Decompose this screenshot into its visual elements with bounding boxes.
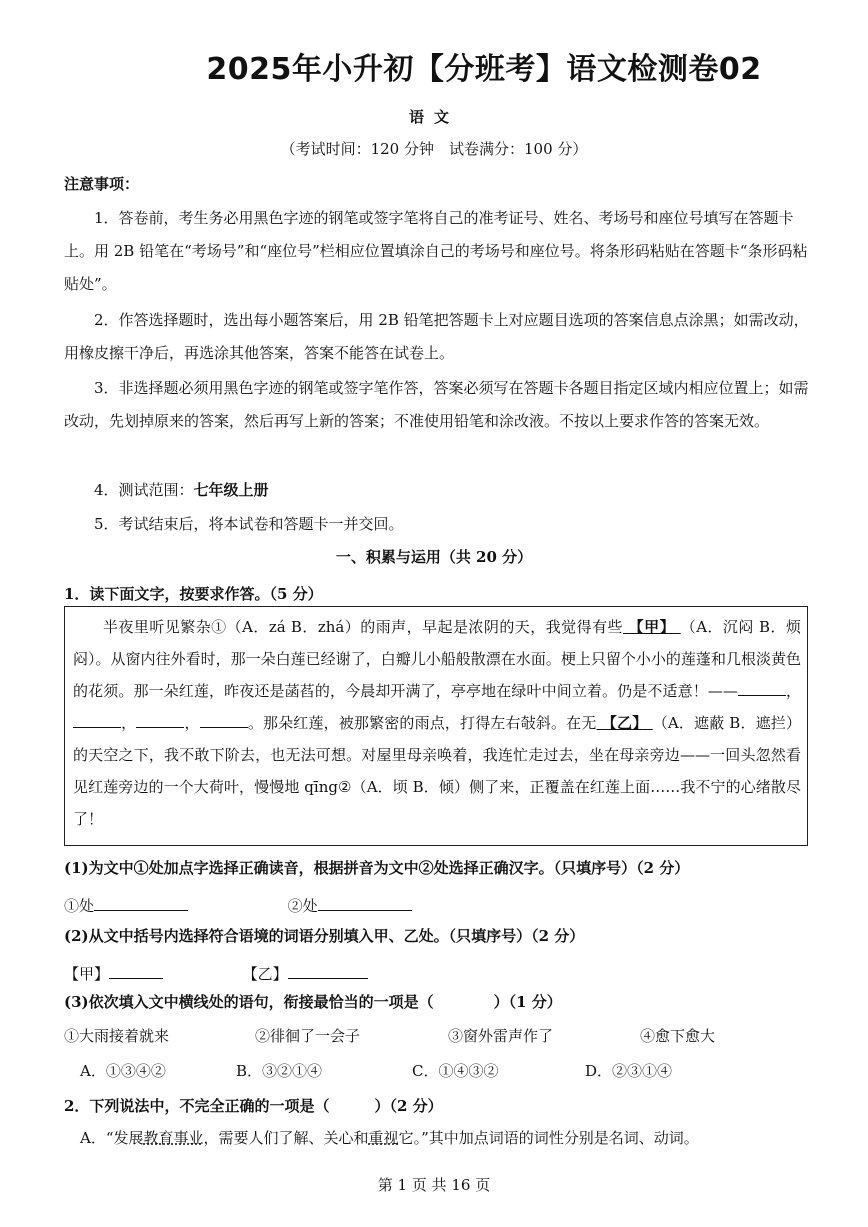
q2-a-dotted-word: 教育事业 <box>143 1129 204 1147</box>
test-scope: 七年级上册 <box>193 481 269 499</box>
passage-part-2: （A．沉闷 B．烦闷）。从窗内往外看时，那一朵白莲已经谢了，白瓣儿小船般散漂在水面。梗上只留个小小的莲蓬和几根淡黄色的花须。那一朵红莲，昨夜还是菡萏的，今晨却开满了，亭亭地在绿叶中间立着。仍是不适意！—— <box>73 618 801 700</box>
answer-label-2: ②处 <box>287 897 318 915</box>
note-item-2: 2．作答选择题时，选出每小题答案后，用 2B 铅笔把答题卡上对应题目选项的答案信息点涂黑；如需改动，用橡皮擦干净后，再选涂其他答案，答案不能答在试卷上。 <box>64 311 809 362</box>
blank-yi <box>596 714 652 732</box>
note-item-5: 5．考试结束后，将本试卷和答题卡一并交回。 <box>94 515 404 533</box>
q2-option-a[interactable] <box>80 1126 699 1150</box>
answer-blank-2[interactable] <box>318 890 412 911</box>
q1-sub1-answers <box>64 890 412 918</box>
q2-stem: 2．下列说法中，不完全正确的一项是（ ）（2 分） <box>64 1097 443 1115</box>
answer-label-yi: 【乙】 <box>242 965 288 983</box>
sep-2: ， <box>121 714 137 732</box>
section-title: 一、积累与运用（共 20 分） <box>335 548 533 566</box>
q1-sub1: (1)为文中①处加点字选择正确读音，根据拼音为文中②处选择正确汉字。（只填序号）（2 分） <box>64 859 690 877</box>
q2-a-pre: A．“发展 <box>80 1129 144 1147</box>
answer-blank-jia[interactable] <box>109 958 163 979</box>
note-item-1: 1．答卷前，考生务必用黑色字迹的钢笔或签字笔将自己的准考证号、姓名、考场号和座位号填写在答题卡上。用 2B 铅笔在“考场号”和“座位号”栏相应位置填涂自己的考场号和座位号。将条形码粘贴在答题卡“条形码粘贴处”。 <box>64 209 808 293</box>
sep-1: ， <box>785 682 801 700</box>
answer-blank-1[interactable] <box>94 890 188 911</box>
answer-label-1: ①处 <box>64 897 95 915</box>
fill-blank-4[interactable] <box>200 707 248 728</box>
reading-passage <box>64 606 808 846</box>
sentence-3: ③窗外雷声作了 <box>448 1027 554 1045</box>
note-item-4-prefix: 4．测试范围： <box>94 481 194 499</box>
q2-a-post: 它。”其中加点词语的词性分别是名词、动词。 <box>398 1129 699 1147</box>
choice-b[interactable]: B．③②①④ <box>236 1062 323 1080</box>
passage-part-3: 。那朵红莲，被那繁密的雨点，打得左右敧斜。在无 <box>247 714 597 732</box>
blank-yi-label: 【乙】 <box>601 714 648 732</box>
answer-blank-yi[interactable] <box>288 958 368 979</box>
q1-sub3: (3)依次填入文中横线处的语句，衔接最恰当的一项是（ ）（1 分） <box>64 993 562 1011</box>
answer-label-jia: 【甲】 <box>64 965 110 983</box>
exam-title: 2025年小升初【分班考】语文检测卷02 <box>206 52 762 87</box>
note-item-3: 3．非选择题必须用黑色字迹的钢笔或签字笔作答，答案必须写在答题卡各题目指定区域内相应位置上；如需改动，先划掉原来的答案，然后再写上新的答案；不准使用铅笔和涂改液。不按以上要求作答的答案无效。 <box>64 379 809 430</box>
note-item-4 <box>64 474 810 507</box>
page-number: 第 1 页 共 16 页 <box>377 1176 491 1194</box>
passage-part-1: 半夜里听见繁杂①（A．zá B．zhá）的雨声，早起是浓阴的天，我觉得有些 <box>103 618 623 636</box>
sep-3: ， <box>184 714 200 732</box>
choice-d[interactable]: D．②③①④ <box>585 1062 673 1080</box>
q1-sub2-answers <box>64 958 368 986</box>
notes-heading: 注意事项： <box>64 175 140 193</box>
choice-c[interactable]: C．①④③② <box>412 1062 499 1080</box>
blank-jia <box>623 618 681 636</box>
choice-a[interactable]: A．①③④② <box>80 1062 166 1080</box>
fill-blank-3[interactable] <box>136 707 184 728</box>
time-info: （考试时间：120 分钟 试卷满分：100 分） <box>280 140 588 158</box>
blank-jia-label: 【甲】 <box>628 618 676 636</box>
passage-part-4: （A．遮蔽 B．遮拦）的天空之下，我不敢下阶去，也无法可想。对屋里母亲唤着，我连忙走过去，坐在母亲旁边——一回头忽然看见红莲旁边的一个大荷叶，慢慢地 qīng②（A．顷 B．倾）侧了来，正覆盖在红莲上面……我不宁的心绪散尽了！ <box>73 714 801 828</box>
fill-blank-2[interactable] <box>73 707 121 728</box>
fill-blank-1[interactable] <box>738 675 786 696</box>
q1-sub2: (2)从文中括号内选择符合语境的词语分别填入甲、乙处。（只填序号）（2 分） <box>64 927 585 945</box>
sentence-2: ②徘徊了一会子 <box>255 1027 361 1045</box>
sentence-4: ④愈下愈大 <box>640 1027 716 1045</box>
sentence-1: ①大雨接着就来 <box>64 1027 170 1045</box>
q2-a-dotted-word-2: 重视 <box>368 1129 399 1147</box>
q1-stem: 1．读下面文字，按要求作答。（5 分） <box>64 585 323 603</box>
subject-label: 语文 <box>408 108 459 126</box>
q2-a-mid: ，需要人们了解、关心和 <box>203 1129 369 1147</box>
